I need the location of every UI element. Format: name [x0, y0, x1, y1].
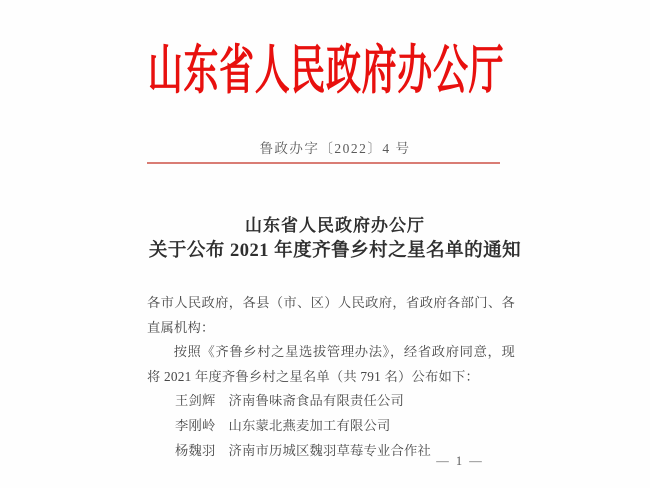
person-organization: 山东蒙北燕麦加工有限公司: [228, 417, 391, 433]
person-name: 杨魏羽: [175, 442, 216, 458]
person-organization: 济南鲁味斋食品有限责任公司: [228, 393, 404, 409]
page-number: — 1 —: [436, 454, 484, 468]
list-item: [147, 389, 515, 414]
letterhead-org-name: 山东省人民政府办公厅: [147, 42, 505, 100]
notice-title-line1: 山东省人民政府办公厅: [245, 216, 425, 235]
intro-paragraph: 按照《齐鲁乡村之星选拔管理办法》，经省政府同意，现将 2021 年度齐鲁乡村之星名单（共 791 名）公布如下：: [147, 344, 515, 384]
notice-body: [147, 291, 515, 463]
person-name: 李刚岭: [175, 417, 216, 433]
notice-title-line2: 关于公布 2021 年度齐鲁乡村之星名单的通知: [148, 241, 522, 261]
list-item: [147, 414, 515, 439]
document-reference-number: 鲁政办字〔2022〕4 号: [259, 141, 411, 156]
salutation-paragraph: 各市人民政府，各县（市、区）人民政府，省政府各部门、各直属机构：: [147, 295, 515, 335]
person-name: 王剑辉: [175, 393, 216, 409]
star-roster-list: [147, 389, 515, 463]
person-organization: 济南市历城区魏羽草莓专业合作社: [228, 442, 431, 458]
letterhead-divider-rule: [147, 162, 500, 164]
